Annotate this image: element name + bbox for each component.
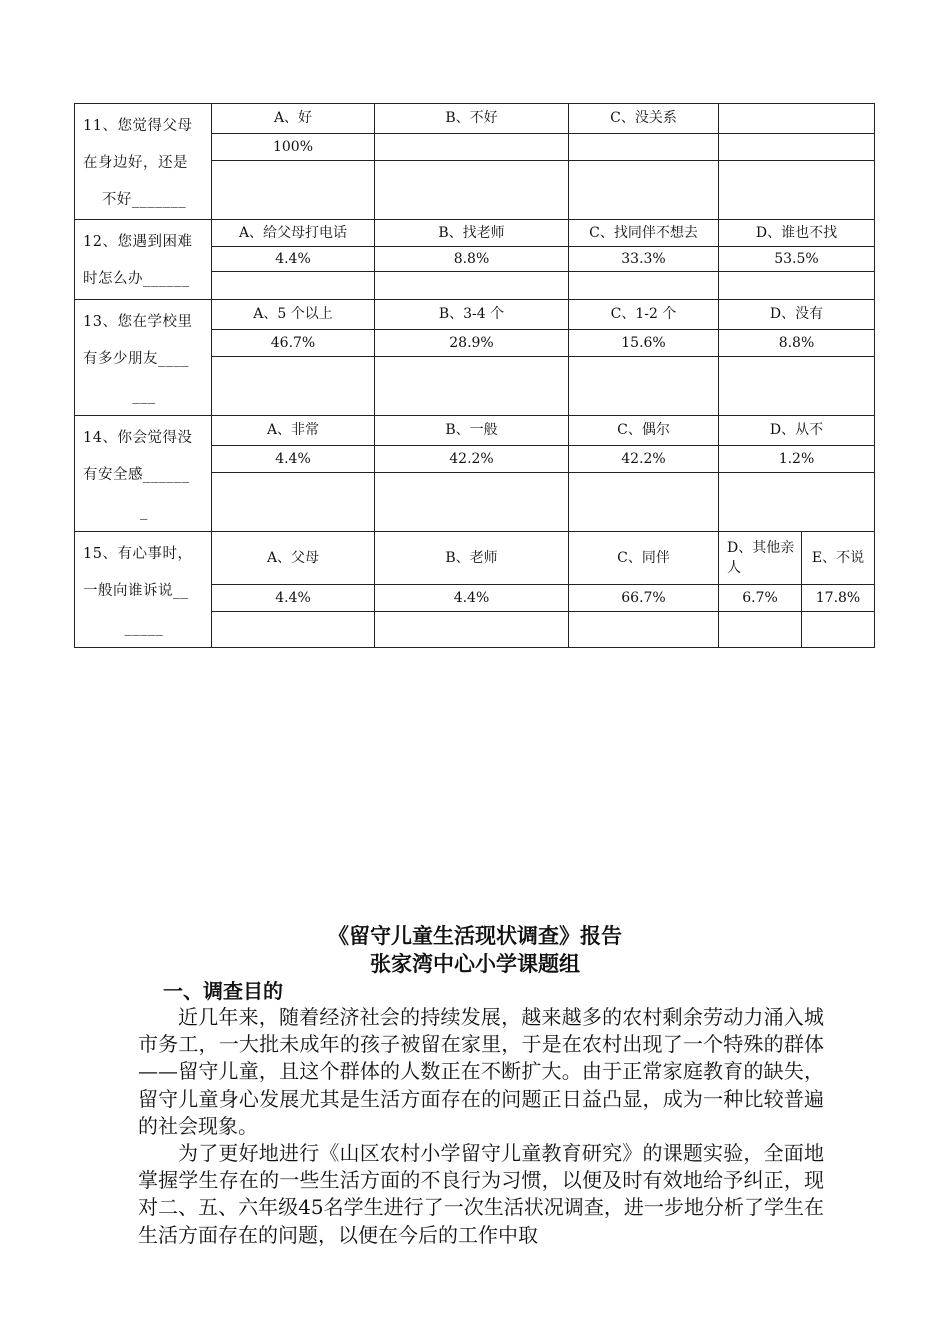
q13-option-c: C、1-2 个 (569, 300, 719, 330)
q14-line: 有安全感______ (83, 467, 190, 483)
blank-cell (569, 472, 719, 531)
blank-cell (212, 611, 375, 647)
q14-line: _ (140, 504, 148, 520)
blank-cell (719, 356, 875, 415)
blank-cell (569, 160, 719, 219)
blank-cell (212, 472, 375, 531)
q15-value-a: 4.4% (212, 584, 375, 611)
paragraph: 近几年来，随着经济社会的持续发展，越来越多的农村剩余劳动力涌入城市务工，一大批未成年的孩子被留在家里，于是在农村出现了一个特殊的群体——留守儿童，且这个群体的人数正在不断扩大。由于正常家庭教育的缺失，留守儿童身心发展尤其是生活方面存在的问题正日益凸显，成为一种比较普遍的社会现象。 (138, 1005, 824, 1138)
blank-cell (719, 272, 875, 300)
blank-cell (569, 356, 719, 415)
q15-options-row (75, 532, 875, 585)
report (0, 922, 950, 1247)
blank-cell (212, 160, 375, 219)
q15-line: _____ (124, 620, 164, 636)
q15-line: 15、有心事时， (83, 546, 193, 562)
blank-cell (212, 272, 375, 300)
q15-option-d: D、其他亲人 (719, 532, 802, 585)
q12-question (75, 220, 212, 300)
q11-option-d (719, 104, 875, 134)
q13-value-b: 28.9% (375, 329, 569, 356)
q11-line: 11、您觉得父母 (83, 118, 193, 134)
q14-value-c: 42.2% (569, 445, 719, 472)
q15-option-c: C、同伴 (569, 532, 719, 585)
blank-cell (719, 611, 802, 647)
report-title: 《留守儿童生活现状调查》报告 (328, 923, 622, 948)
q11-option-c: C、没关系 (569, 104, 719, 134)
blank-cell (375, 160, 569, 219)
paragraph: 为了更好地进行《山区农村小学留守儿童教育研究》的课题实验，全面地掌握学生存在的一些生活方面的不良行为习惯，以便及时有效地给予纠正，现对二、五、六年级45名学生进行了一次生活状况调查，进一步地分析了学生在生活方面存在的问题，以便在今后的工作中取 (138, 1141, 824, 1247)
q14-option-a: A、非常 (212, 416, 375, 446)
q11-value-d (719, 133, 875, 160)
q15-value-c: 66.7% (569, 584, 719, 611)
q12-option-d: D、谁也不找 (719, 220, 875, 247)
q11-option-b: B、不好 (375, 104, 569, 134)
q14-question (75, 416, 212, 532)
q12-value-a: 4.4% (212, 247, 375, 272)
q12-line: 12、您遇到困难 (83, 234, 193, 250)
q12-value-b: 8.8% (375, 247, 569, 272)
q12-options-row (75, 220, 875, 247)
q12-value-c: 33.3% (569, 247, 719, 272)
q15-option-b: B、老师 (375, 532, 569, 585)
q15-option-e: E、不说 (802, 532, 875, 585)
q11-option-a: A、好 (212, 104, 375, 134)
q14-option-b: B、一般 (375, 416, 569, 446)
q13-option-d: D、没有 (719, 300, 875, 330)
q13-line: 13、您在学校里 (83, 314, 193, 330)
q11-line: 不好_______ (101, 192, 187, 208)
q13-option-a: A、5 个以上 (212, 300, 375, 330)
q15-value-b: 4.4% (375, 584, 569, 611)
blank-cell (719, 160, 875, 219)
q14-line: 14、你会觉得没 (83, 430, 193, 446)
q13-option-b: B、3-4 个 (375, 300, 569, 330)
q15-option-a: A、父母 (212, 532, 375, 585)
q11-question (75, 104, 212, 220)
blank-cell (212, 356, 375, 415)
blank-cell (802, 611, 875, 647)
blank-cell (375, 472, 569, 531)
q13-options-row (75, 300, 875, 330)
section-heading: 一、调查目的 (163, 979, 283, 1003)
q14-option-c: C、偶尔 (569, 416, 719, 446)
q11-value-c (569, 133, 719, 160)
q15-value-d: 6.7% (719, 584, 802, 611)
q11-value-b (375, 133, 569, 160)
q12-option-b: B、找老师 (375, 220, 569, 247)
q15-value-e: 17.8% (802, 584, 875, 611)
blank-cell (375, 272, 569, 300)
blank-cell (375, 356, 569, 415)
q11-value-a: 100% (212, 133, 375, 160)
q12-option-a: A、给父母打电话 (212, 220, 375, 247)
blank-cell (375, 611, 569, 647)
q14-value-d: 1.2% (719, 445, 875, 472)
blank-cell (569, 611, 719, 647)
q13-line: ___ (132, 388, 156, 404)
blank-cell (719, 472, 875, 531)
blank-cell (569, 272, 719, 300)
q15-question (75, 532, 212, 648)
q11-options-row (75, 104, 875, 134)
report-body (138, 1004, 824, 1249)
q13-value-a: 46.7% (212, 329, 375, 356)
q12-line: 时怎么办______ (83, 271, 190, 287)
q11-line: 在身边好，还是 (83, 155, 188, 171)
q14-value-b: 42.2% (375, 445, 569, 472)
q13-value-d: 8.8% (719, 329, 875, 356)
q12-option-c: C、找同伴不想去 (569, 220, 719, 247)
report-author: 张家湾中心小学课题组 (370, 951, 580, 976)
q13-value-c: 15.6% (569, 329, 719, 356)
q13-line: 有多少朋友____ (83, 351, 189, 367)
q13-question (75, 300, 212, 416)
q14-value-a: 4.4% (212, 445, 375, 472)
q14-option-d: D、从不 (719, 416, 875, 446)
q12-value-d: 53.5% (719, 247, 875, 272)
q15-line: 一般向谁诉说__ (83, 583, 189, 599)
survey-table (74, 103, 875, 648)
q14-options-row (75, 416, 875, 446)
